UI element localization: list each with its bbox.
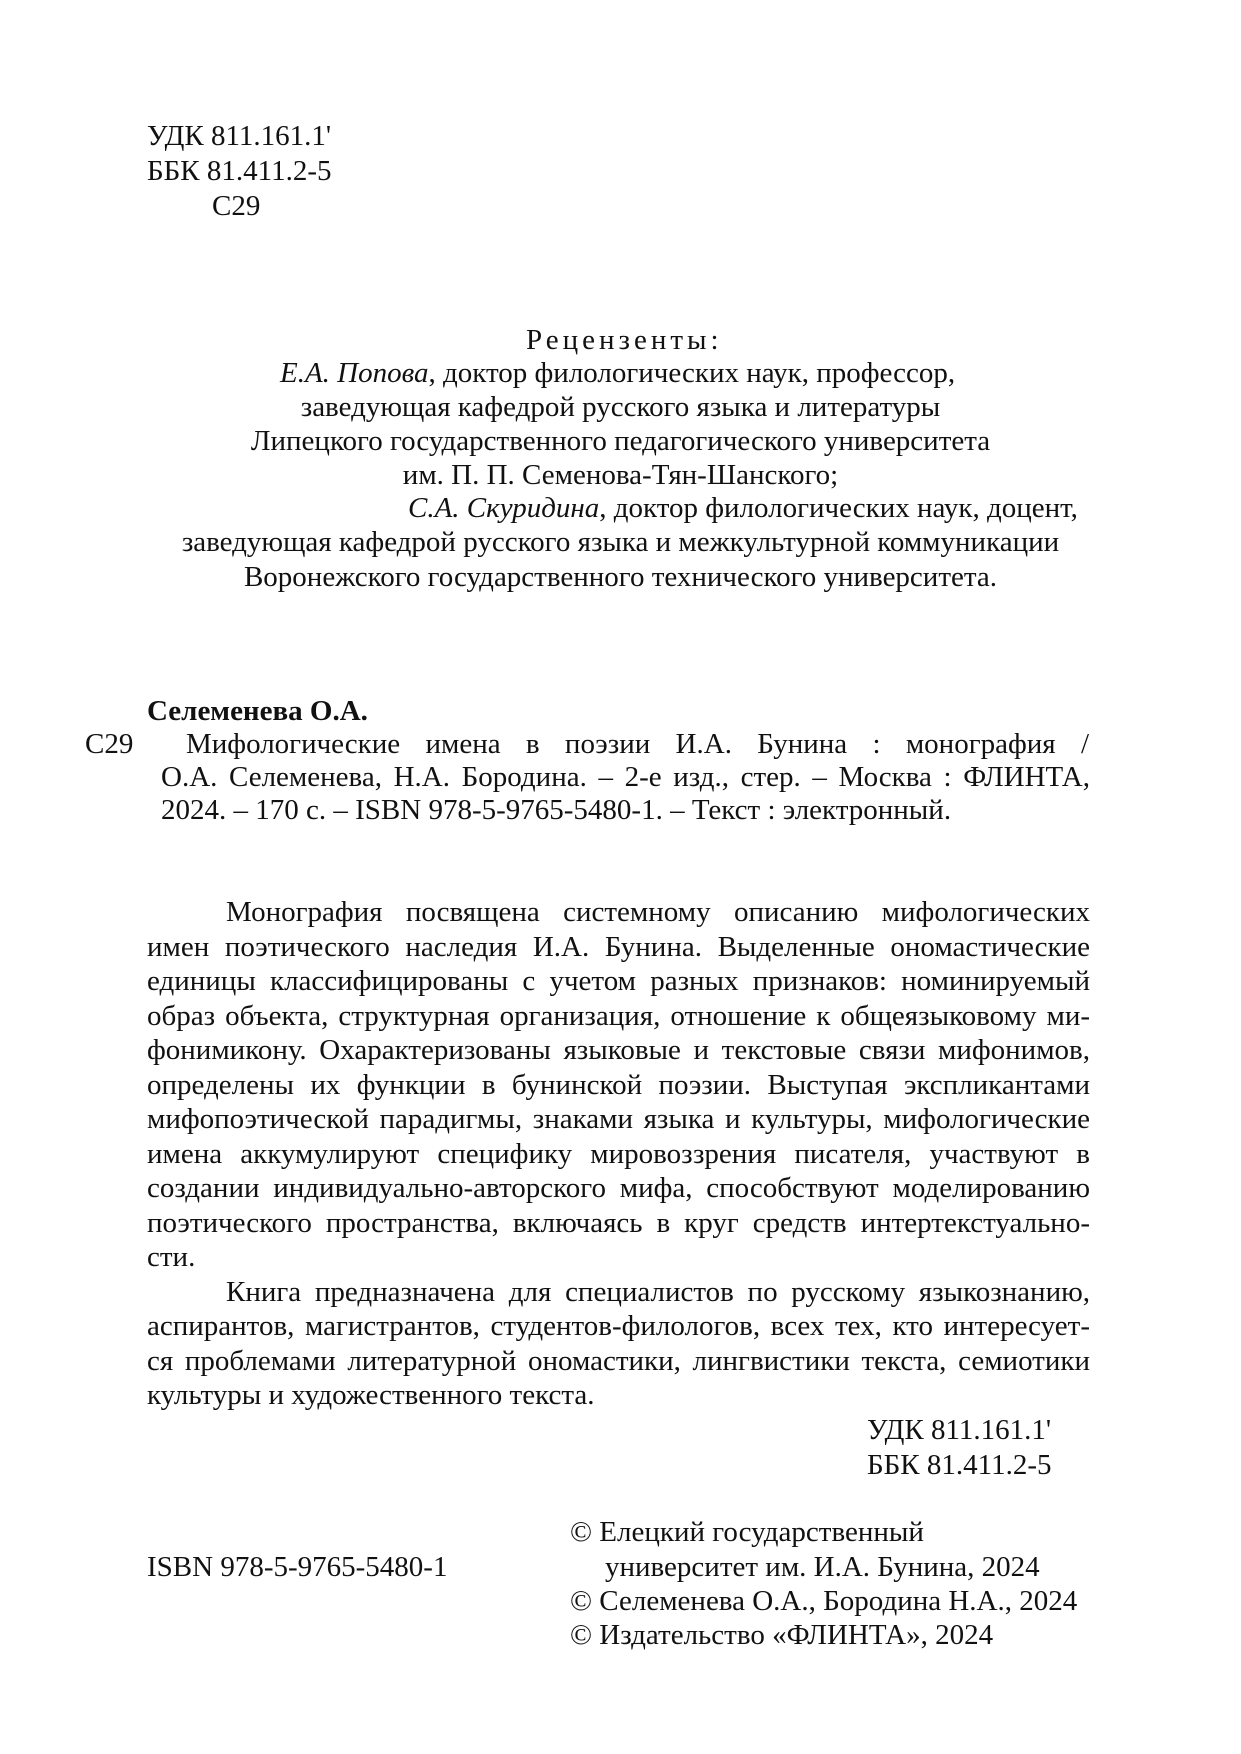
- annotation-line: единицы классифицированы с учетом разных признаков: номинируемый: [147, 965, 1090, 997]
- annotation-line: Книга предназначена для специалистов по русскому языкознанию,: [226, 1276, 1090, 1308]
- reviewer-1-line-1: Е.А. Попова, доктор филологических наук, профессор,: [280, 357, 956, 389]
- annotation-line: мифопоэтической парадигмы, знаками языка и культуры, мифологические: [147, 1103, 1090, 1135]
- bib-line-2: О.А. Селеменева, Н.А. Бородина. – 2-е изд., стер. – Москва : ФЛИНТА,: [161, 761, 1090, 793]
- udk-bottom: УДК 811.161.1': [867, 1414, 1052, 1446]
- reviewer-1-line-3: Липецкого государственного педагогического университета: [250, 425, 991, 457]
- reviewer-1-line-4: им. П. П. Семенова-Тян-Шанского;: [402, 459, 839, 491]
- annotation-line: Монография посвящена системному описанию мифологических: [226, 896, 1090, 928]
- bbk-bottom: ББК 81.411.2-5: [867, 1449, 1052, 1481]
- annotation-line: аспирантов, магистрантов, студентов-филологов, всех тех, кто интересует-: [147, 1310, 1090, 1342]
- bib-mark: С29: [85, 728, 134, 760]
- reviewer-2-line-2: заведующая кафедрой русского языка и межкультурной коммуникации: [181, 526, 1060, 558]
- bbk-top: ББК 81.411.2-5: [147, 155, 332, 187]
- annotation-line: имен поэтического наследия И.А. Бунина. Выделенные ономастические: [147, 931, 1090, 963]
- annotation-line: образ объекта, структурная организация, отношение к общеязыковому ми-: [147, 1000, 1090, 1032]
- annotation-line: ся проблемами литературной ономастики, лингвистики текста, семиотики: [147, 1345, 1090, 1377]
- reviewer-2-name: С.А. Скуридина: [408, 492, 600, 524]
- bib-author: Селеменева О.А.: [147, 695, 368, 727]
- reviewer-2-line-1: С.А. Скуридина, доктор филологических наук, доцент,: [408, 492, 1078, 524]
- copyright-1-line-1: © Елецкий государственный: [570, 1516, 924, 1548]
- author-mark-top: С29: [212, 190, 261, 222]
- annotation-line: культуры и художественного текста.: [147, 1379, 595, 1411]
- reviewer-1-line-2: заведующая кафедрой русского языка и литературы: [300, 391, 941, 423]
- copyright-3: © Издательство «ФЛИНТА», 2024: [570, 1619, 994, 1651]
- annotation-line: фонимикону. Охарактеризованы языковые и текстовые связи мифонимов,: [147, 1034, 1090, 1066]
- annotation-line: имена аккумулируют специфику мировоззрения писателя, участвуют в: [147, 1138, 1090, 1170]
- annotation-line: поэтического пространства, включаясь в круг средств интертекстуально-: [147, 1207, 1090, 1239]
- annotation-line: сти.: [147, 1241, 196, 1273]
- reviewer-1-name: Е.А. Попова: [280, 357, 429, 389]
- udk-top: УДК 811.161.1': [147, 120, 332, 152]
- copyright-2: © Селеменева О.А., Бородина Н.А., 2024: [570, 1585, 1078, 1617]
- annotation-line: определены их функции в бунинской поэзии. Выступая экспликантами: [147, 1069, 1090, 1101]
- isbn: ISBN 978-5-9765-5480-1: [147, 1551, 448, 1583]
- reviewer-2-line-3: Воронежского государственного технического университета.: [243, 561, 998, 593]
- copyright-1-line-2: университет им. И.А. Бунина, 2024: [605, 1551, 1040, 1583]
- annotation-line: создании индивидуально-авторского мифа, способствуют моделированию: [147, 1172, 1090, 1204]
- bib-line-3: 2024. – 170 с. – ISBN 978-5-9765-5480-1. – Текст : электронный.: [161, 794, 952, 826]
- reviewers-title: Рецензенты:: [526, 324, 723, 356]
- bib-line-1: Мифологические имена в поэзии И.А. Бунина : монография /: [186, 728, 1089, 760]
